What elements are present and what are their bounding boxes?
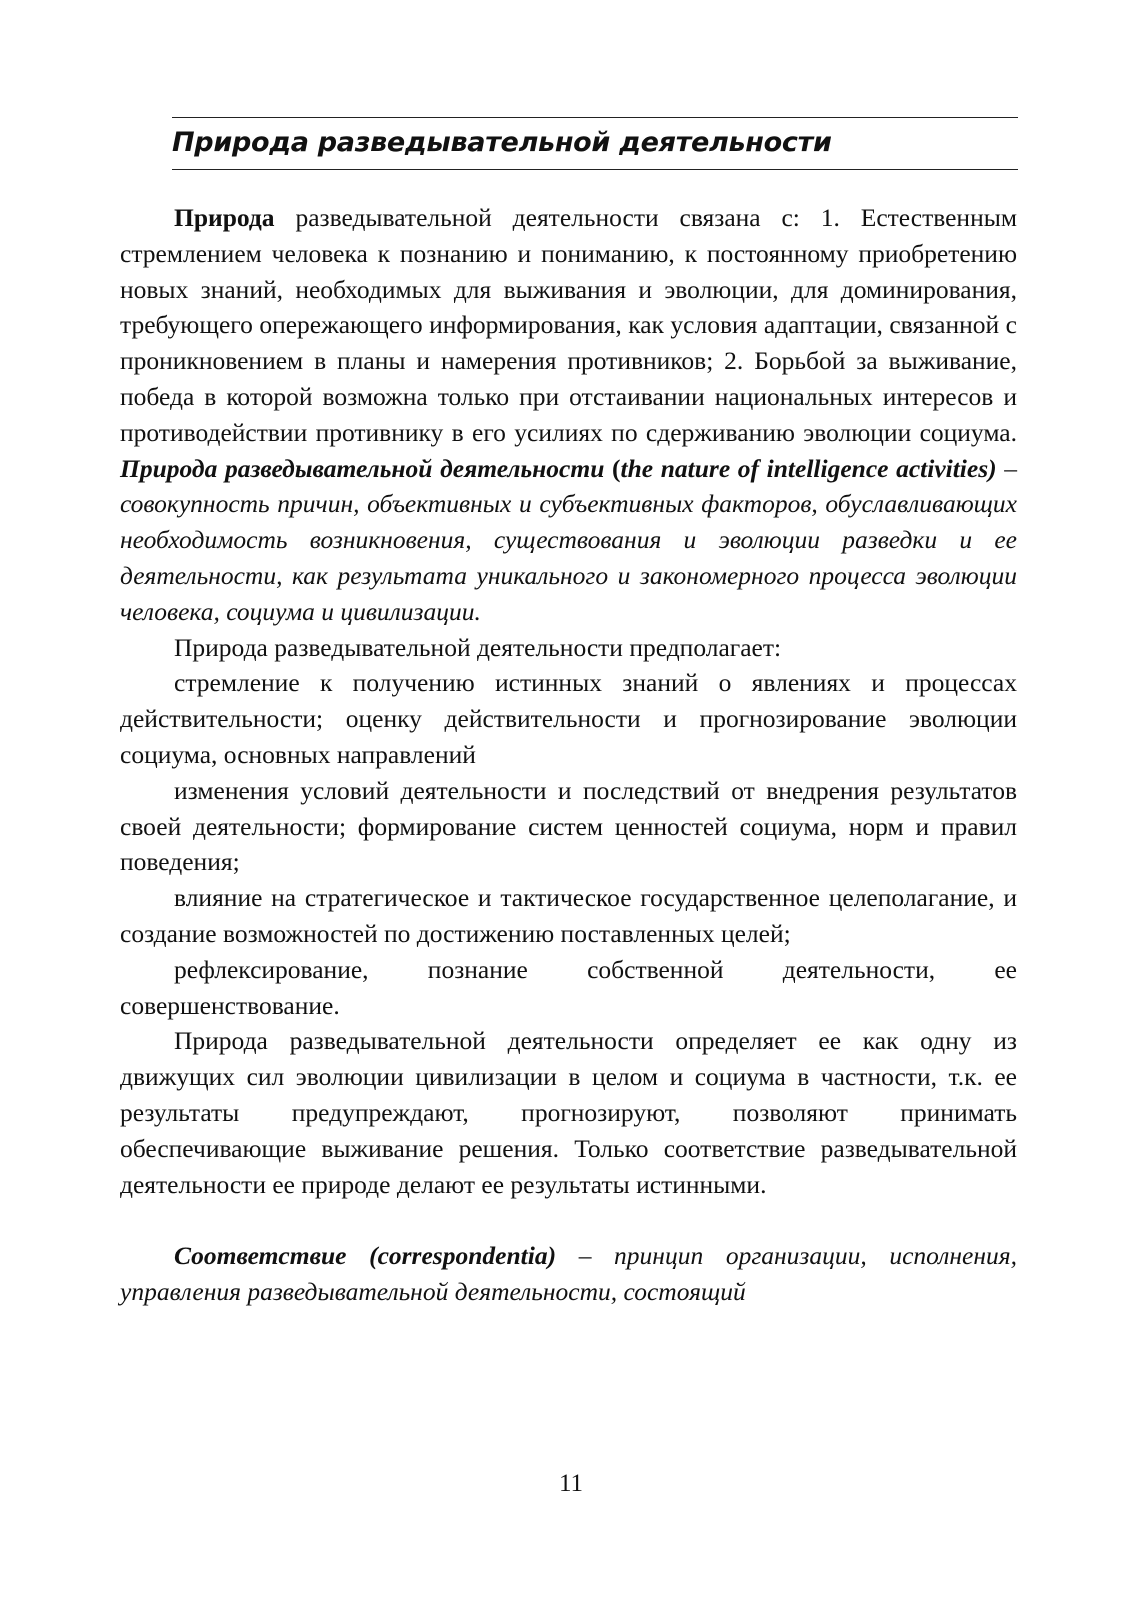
- paragraph-gap: [120, 1202, 1017, 1238]
- section-title: Природа разведывательной деятельности: [172, 127, 832, 158]
- paragraph-list-item-1: стремление к получению истинных знаний о явлениях и процессах действительности; оценку действительности и прогнозирование эволюции социума, основных направлений: [120, 668, 1017, 769]
- paragraph-list-item-2: изменения условий деятельности и последствий от внедрения результатов своей деятельности; формирование систем ценностей социума, норм и правил поведения;: [120, 775, 1017, 877]
- paragraph-determines: Природа разведывательной деятельности определяет ее как одну из движущих сил эволюции цивилизации в целом и социума в частности, т.к. ее результаты предупреждают, прогнозируют, позволяют принимать обеспечивающие выживание решения. Только соответствие разведывательной деятельности ее природе делают ее результаты истинными.: [120, 1026, 1017, 1199]
- top-rule: [172, 117, 1018, 118]
- defined-term: Соответствие (correspondentia): [174, 1241, 557, 1271]
- paragraph-text: разведывательной деятельности связана с: 1. Естественным стремлением человека к познанию и пониманию, к постоянному приобретению новых знаний, необходимых для выживания и эволюции, для доминирования, требующего опережающего информирования, как условия адаптации, связанной с проникновением в планы и намерения противников; 2. Борьбой за выживание, победа в которой возможна только при отстаивании национальных интересов и противодействии противнику в его усилиях по сдерживанию эволюции социума.: [120, 203, 1017, 447]
- paragraph-correspondence: [120, 1238, 1017, 1310]
- paragraph-list-item-4: рефлексирование, познание собственной деятельности, ее совершенствование.: [120, 954, 1017, 1020]
- paragraph-list-item-3: влияние на стратегическое и тактическое государственное целеполагание, и создание возможностей по достижению поставленных целей;: [120, 883, 1017, 948]
- paragraph-nature-definition: [120, 200, 1017, 630]
- defined-term: Природа разведывательной деятельности: [120, 453, 605, 483]
- lead-term: Природа: [174, 203, 275, 232]
- definition-text: – принцип организации, исполнения, управления разведывательной деятельности, состоящий: [120, 1241, 1018, 1307]
- term-open-paren: (: [604, 453, 621, 483]
- bottom-rule: [172, 169, 1018, 170]
- page-number: 11: [558, 1470, 584, 1497]
- definition-text: – совокупность причин, объективных и субъективных факторов, обуславливающих необходимость возникновения, существования и эволюции разведки и ее деятельности, как результата уникального и закономерного процесса эволюции человека, социума и цивилизации.: [120, 453, 1018, 626]
- section-header: [172, 117, 1018, 170]
- paragraph-implies: Природа разведывательной деятельности предполагает:: [174, 632, 782, 662]
- body-text: [120, 200, 1017, 1310]
- english-term: the nature of intelligence activities): [620, 453, 997, 483]
